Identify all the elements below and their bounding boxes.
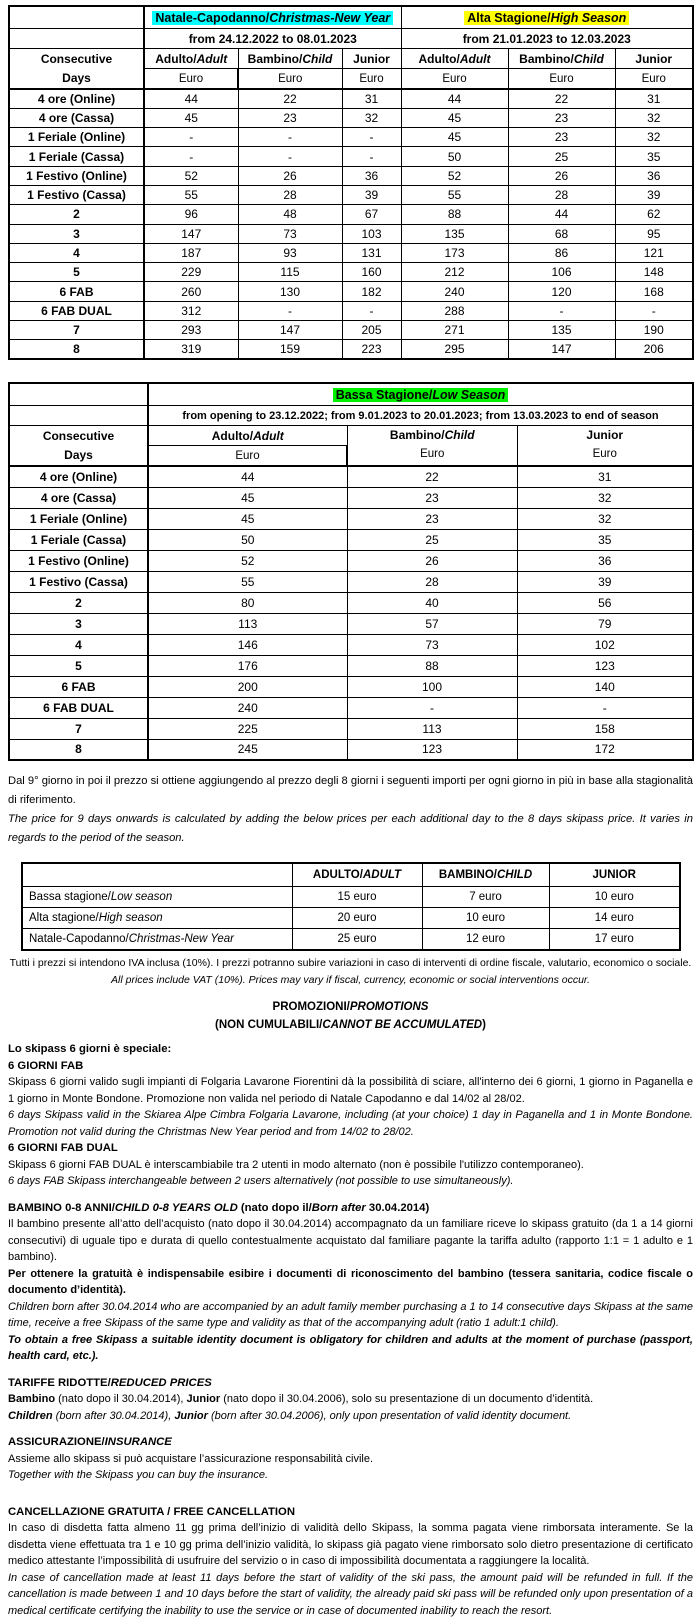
price-cell: 312 xyxy=(144,301,238,320)
price-cell: 28 xyxy=(508,185,615,204)
price-cell: - xyxy=(342,128,401,147)
price-cell: 28 xyxy=(347,571,517,592)
price-cell: 26 xyxy=(238,166,342,185)
currency-label: Euro xyxy=(342,69,401,90)
table-row xyxy=(9,263,693,282)
table-row xyxy=(9,128,693,147)
price-cell: 52 xyxy=(148,550,347,571)
price-cell: 159 xyxy=(238,340,342,359)
price-cell: 45 xyxy=(148,487,347,508)
date-range: from opening to 23.12.2022; from 9.01.2023 to 20.01.2023; from 13.03.2023 to end of season xyxy=(148,406,693,426)
highlighted-title: Alta Stagione/High Season xyxy=(464,11,629,25)
price-cell: 245 xyxy=(148,739,347,760)
column-header-row xyxy=(9,49,693,69)
extra-day-prices-table xyxy=(21,862,681,951)
price-cell: 146 xyxy=(148,634,347,655)
season-dates-row xyxy=(9,406,693,426)
price-cell: 100 xyxy=(347,676,517,697)
table-row xyxy=(9,676,693,697)
row-label: 4 xyxy=(9,634,148,655)
price-cell: 26 xyxy=(508,166,615,185)
price-cell: 293 xyxy=(144,321,238,340)
table-row xyxy=(9,466,693,487)
price-cell: 173 xyxy=(401,243,508,262)
vat-note-it: Tutti i prezzi si intendono IVA inclusa (10%). I prezzi potranno subire variazioni in caso di interventi di ordine fiscale, valutario, economico o sociale. xyxy=(9,957,692,970)
price-cell: - xyxy=(238,147,342,166)
price-cell: 55 xyxy=(401,185,508,204)
price-cell: 36 xyxy=(342,166,401,185)
col-header-junior xyxy=(517,426,693,467)
price-cell: 55 xyxy=(148,571,347,592)
price-cell: 44 xyxy=(508,205,615,224)
price-cell: - xyxy=(238,128,342,147)
table-row xyxy=(9,655,693,676)
paragraph: Il bambino presente all’atto dell’acquisto (nato dopo il 30.04.2014) accompagnato da un familiare riceve lo skipass gratuito (da 1 a 14 giorni consecutivi) di uguale tipo e durata di quello contestualmente acquistato dal familiare pagante la tariffa adulto (rapporto 1:1 = 1 adulto e 1 bambino). xyxy=(8,1218,693,1264)
header-line: Bambino/Child xyxy=(389,428,475,443)
table-row xyxy=(9,205,693,224)
price-cell: 206 xyxy=(615,340,693,359)
row-label: Natale-Capodanno/Christmas-New Year xyxy=(22,929,292,951)
price-cell: 52 xyxy=(144,166,238,185)
price-cell: 32 xyxy=(615,128,693,147)
row-label: 3 xyxy=(9,613,148,634)
price-cell: 102 xyxy=(517,634,693,655)
price-cell: 35 xyxy=(517,529,693,550)
col-header-junior: JUNIOR xyxy=(549,863,680,887)
price-cell: 260 xyxy=(144,282,238,301)
price-cell: 10 euro xyxy=(422,908,549,929)
price-cell: 12 euro xyxy=(422,929,549,951)
col-header-child: Bambino/Child xyxy=(238,49,342,69)
price-cell: 130 xyxy=(238,282,342,301)
price-cell: 20 euro xyxy=(292,908,422,929)
table-row xyxy=(9,89,693,108)
price-cell: 10 euro xyxy=(549,887,680,908)
paragraph: Children (born after 30.04.2014), Junior (born after 30.04.2006), only upon presentation of valid identity document. xyxy=(8,1409,572,1422)
table-row xyxy=(22,887,680,908)
price-cell: 80 xyxy=(148,592,347,613)
column-header-row xyxy=(22,863,680,887)
row-label: Bassa stagione/Low season xyxy=(22,887,292,908)
prices-table-low-season xyxy=(8,382,694,761)
price-cell: 93 xyxy=(238,243,342,262)
price-cell: 200 xyxy=(148,676,347,697)
table-row xyxy=(9,340,693,359)
table-row xyxy=(9,301,693,320)
empty-corner-cell xyxy=(9,406,148,426)
price-cell: 22 xyxy=(347,466,517,487)
price-cell: 55 xyxy=(144,185,238,204)
highlighted-title: Bassa Stagione/Low Season xyxy=(333,388,509,402)
paragraph: To obtain a free Skipass a suitable identity document is obligatory for children and adults at the moment of purchase (passport, health card, etc.). xyxy=(8,1333,693,1363)
consecutive-days-header xyxy=(9,426,148,467)
price-cell: - xyxy=(342,147,401,166)
price-cell: 190 xyxy=(615,321,693,340)
price-cell: 40 xyxy=(347,592,517,613)
price-cell: 31 xyxy=(342,89,401,108)
table-row xyxy=(22,908,680,929)
price-cell: 32 xyxy=(615,108,693,127)
price-cell: 73 xyxy=(347,634,517,655)
col-header-child xyxy=(347,426,517,467)
currency-label: Euro xyxy=(238,69,342,90)
price-cell: 148 xyxy=(615,263,693,282)
table-row xyxy=(9,550,693,571)
price-cell: 160 xyxy=(342,263,401,282)
date-range: from 21.01.2023 to 12.03.2023 xyxy=(401,29,693,49)
price-cell: 113 xyxy=(148,613,347,634)
col-header-child: BAMBINO/CHILD xyxy=(422,863,549,887)
table-row xyxy=(9,613,693,634)
row-label: 2 xyxy=(9,205,144,224)
table-row xyxy=(9,487,693,508)
section-heading: BAMBINO 0-8 ANNI/CHILD 0-8 YEARS OLD (nato dopo il/Born after 30.04.2014) xyxy=(8,1201,430,1214)
price-cell: 205 xyxy=(342,321,401,340)
price-cell: 32 xyxy=(517,508,693,529)
price-cell: 147 xyxy=(144,224,238,243)
price-cell: 115 xyxy=(238,263,342,282)
empty-corner-cell xyxy=(9,6,144,29)
row-label: 6 FAB xyxy=(9,676,148,697)
price-cell: - xyxy=(347,697,517,718)
spacer xyxy=(8,1424,693,1434)
season-dates-row xyxy=(9,29,693,49)
row-label: 2 xyxy=(9,592,148,613)
table-row xyxy=(9,571,693,592)
price-cell: - xyxy=(342,301,401,320)
table-row xyxy=(9,739,693,760)
spacer xyxy=(8,1190,693,1200)
price-cell: 271 xyxy=(401,321,508,340)
price-cell: 182 xyxy=(342,282,401,301)
col-header-junior: Junior xyxy=(342,49,401,69)
currency-label: Euro xyxy=(508,69,615,90)
table-row xyxy=(9,592,693,613)
price-cell: 240 xyxy=(401,282,508,301)
currency-label: Euro xyxy=(615,69,693,90)
table-row xyxy=(9,529,693,550)
price-cell: 103 xyxy=(342,224,401,243)
price-cell: 22 xyxy=(238,89,342,108)
price-cell: - xyxy=(508,301,615,320)
header-line: Consecutive xyxy=(42,428,115,443)
table-row xyxy=(9,166,693,185)
paragraph: Assieme allo skipass si può acquistare l’assicurazione responsabilità civile. xyxy=(8,1452,374,1465)
price-cell: 35 xyxy=(615,147,693,166)
season-title-high xyxy=(401,6,693,29)
table-row xyxy=(9,185,693,204)
price-cell: 135 xyxy=(508,321,615,340)
header-line: Junior xyxy=(586,428,624,443)
price-cell: 176 xyxy=(148,655,347,676)
row-label: 6 FAB xyxy=(9,282,144,301)
promotions-text xyxy=(8,1041,693,1619)
section-heading: 6 GIORNI FAB xyxy=(8,1059,84,1072)
price-cell: 45 xyxy=(401,108,508,127)
table-row xyxy=(9,321,693,340)
price-cell: - xyxy=(517,697,693,718)
season-title-row xyxy=(9,6,693,29)
price-cell: 73 xyxy=(238,224,342,243)
price-cell: 45 xyxy=(401,128,508,147)
consecutive-days-header xyxy=(9,49,144,90)
price-cell: 36 xyxy=(517,550,693,571)
spacer xyxy=(8,1484,693,1504)
price-cell: 28 xyxy=(238,185,342,204)
currency-label: Euro xyxy=(144,69,238,90)
price-cell: 123 xyxy=(347,739,517,760)
promotions-heading: PROMOZIONI/PROMOTIONS xyxy=(272,1001,429,1014)
row-label: 4 ore (Online) xyxy=(9,89,144,108)
price-cell: 39 xyxy=(615,185,693,204)
price-cell: 120 xyxy=(508,282,615,301)
price-cell: 240 xyxy=(148,697,347,718)
row-label: 3 xyxy=(9,224,144,243)
price-cell: 68 xyxy=(508,224,615,243)
price-cell: 187 xyxy=(144,243,238,262)
price-cell: 56 xyxy=(517,592,693,613)
row-label: 5 xyxy=(9,263,144,282)
price-cell: 95 xyxy=(615,224,693,243)
column-header-row xyxy=(9,426,693,446)
date-range: from 24.12.2022 to 08.01.2023 xyxy=(144,29,401,49)
empty-corner-cell xyxy=(9,383,148,406)
row-label: 8 xyxy=(9,739,148,760)
price-cell: 23 xyxy=(508,128,615,147)
table-row xyxy=(9,697,693,718)
price-cell: 25 xyxy=(508,147,615,166)
currency-label: Euro xyxy=(401,69,508,90)
paragraph: Children born after 30.04.2014 who are accompanied by an adult family member purchasing a 1 to 14 consecutive days Skipass at the same time, receive a free Skipass of the same type and validity as that of the accompanying adult (ratio 1 adult:1 child). xyxy=(8,1300,693,1330)
price-cell: 23 xyxy=(347,508,517,529)
paragraph: 6 days Skipass valid in the Skiarea Alpe Cimbra Folgaria Lavarone, including (at your choice) 1 day in Paganella and 1 in Monte Bondone. Promotion not valid during the Christmas New Year period and from 14/02 to 28/02. xyxy=(8,1109,693,1138)
paragraph: Bambino (nato dopo il 30.04.2014), Junior (nato dopo il 30.04.2006), solo su presentazione di un documento d’identità. xyxy=(8,1393,594,1406)
row-label: Alta stagione/High season xyxy=(22,908,292,929)
price-cell: 22 xyxy=(508,89,615,108)
price-cell: 14 euro xyxy=(549,908,680,929)
price-cell: 48 xyxy=(238,205,342,224)
price-cell: 172 xyxy=(517,739,693,760)
price-cell: 123 xyxy=(517,655,693,676)
price-cell: 212 xyxy=(401,263,508,282)
row-label: 1 Festivo (Online) xyxy=(9,166,144,185)
row-label: 7 xyxy=(9,718,148,739)
row-label: 8 xyxy=(9,340,144,359)
vat-note-en: All prices include VAT (10%). Prices may vary if fiscal, currency, economic or social interventions occur. xyxy=(111,974,590,987)
price-cell: 45 xyxy=(148,508,347,529)
price-cell: 44 xyxy=(148,466,347,487)
price-cell: 135 xyxy=(401,224,508,243)
empty-corner-cell xyxy=(9,29,144,49)
price-cell: - xyxy=(238,301,342,320)
price-cell: 79 xyxy=(517,613,693,634)
price-cell: 32 xyxy=(342,108,401,127)
price-cell: 86 xyxy=(508,243,615,262)
paragraph: In case of cancellation made at least 11 days before the start of validity of the ski pass, the amount paid will be refunded in full. If the cancellation is made between 1 and 10 days before the start of validity, the already paid ski pass will be refunded only upon presentation of a medical certificate certifying the inability to use the service or in case of documented inability to reach the resort. xyxy=(8,1571,693,1617)
price-cell: 39 xyxy=(342,185,401,204)
price-cell: 288 xyxy=(401,301,508,320)
price-cell: - xyxy=(144,147,238,166)
season-title-row xyxy=(9,383,693,406)
price-cell: 44 xyxy=(401,89,508,108)
price-cell: 32 xyxy=(517,487,693,508)
header-line: Days xyxy=(62,70,91,85)
spacer xyxy=(8,1365,693,1375)
row-label: 4 ore (Online) xyxy=(9,466,148,487)
price-cell: 17 euro xyxy=(549,929,680,951)
season-title-christmas xyxy=(144,6,401,29)
table-row xyxy=(9,147,693,166)
price-cell: 50 xyxy=(401,147,508,166)
row-label: 5 xyxy=(9,655,148,676)
price-cell: 319 xyxy=(144,340,238,359)
row-label: 1 Festivo (Online) xyxy=(9,550,148,571)
col-header-child: Bambino/Child xyxy=(508,49,615,69)
ninth-day-note-en: The price for 9 days onwards is calculated by adding the below prices per each additional day to the 8 days skipass price. It varies in regards to the period of the season. xyxy=(8,813,693,845)
table-row xyxy=(9,718,693,739)
section-heading: CANCELLAZIONE GRATUITA / FREE CANCELLATION xyxy=(8,1505,296,1518)
section-heading: ASSICURAZIONE/INSURANCE xyxy=(8,1436,172,1449)
price-cell: 31 xyxy=(517,466,693,487)
price-cell: 57 xyxy=(347,613,517,634)
price-cell: 223 xyxy=(342,340,401,359)
currency-label: Euro xyxy=(420,448,445,461)
col-header-adult: Adulto/Adult xyxy=(144,49,238,69)
promotions-subheading: (NON CUMULABILI/CANNOT BE ACCUMULATED) xyxy=(215,1019,486,1032)
ninth-day-note-it: Dal 9° giorno in poi il prezzo si ottiene aggiungendo al prezzo degli 8 giorni i seguenti importi per ogni giorno in più in base alla stagionalità di riferimento. xyxy=(8,775,693,807)
price-cell: - xyxy=(144,128,238,147)
table-row xyxy=(9,108,693,127)
price-cell: 23 xyxy=(508,108,615,127)
price-cell: 113 xyxy=(347,718,517,739)
table-row xyxy=(9,634,693,655)
row-label: 1 Festivo (Cassa) xyxy=(9,571,148,592)
price-cell: 26 xyxy=(347,550,517,571)
price-cell: 44 xyxy=(144,89,238,108)
row-label: 4 ore (Cassa) xyxy=(9,108,144,127)
row-label: 7 xyxy=(9,321,144,340)
price-cell: 50 xyxy=(148,529,347,550)
price-cell: 23 xyxy=(238,108,342,127)
row-label: 1 Feriale (Online) xyxy=(9,128,144,147)
price-cell: 88 xyxy=(401,205,508,224)
col-header-junior: Junior xyxy=(615,49,693,69)
table-row xyxy=(9,224,693,243)
price-cell: 131 xyxy=(342,243,401,262)
price-cell: 229 xyxy=(144,263,238,282)
price-cell: 25 euro xyxy=(292,929,422,951)
row-label: 1 Feriale (Cassa) xyxy=(9,147,144,166)
price-cell: 36 xyxy=(615,166,693,185)
row-label: 4 xyxy=(9,243,144,262)
row-label: 1 Festivo (Cassa) xyxy=(9,185,144,204)
price-cell: 158 xyxy=(517,718,693,739)
paragraph: In caso di disdetta fatta almeno 11 gg prima dell’inizio di validità dello Skipass, la somma pagata viene rimborsata interamente. Se la disdetta viene effettuata tra 1 e 10 gg prima dell’inizio validità, lo skipass già pagato viene rimborsato solo dietro presentazione di certificato medico attestante l’impossibilità di usufruire del servizio o in caso di impossibilità documentata a raggiungere la località. xyxy=(8,1522,693,1568)
table-row xyxy=(9,508,693,529)
prices-table-high-season xyxy=(8,5,694,360)
price-cell: 67 xyxy=(342,205,401,224)
col-header-adult: Adulto/Adult xyxy=(148,426,347,446)
row-label: 6 FAB DUAL xyxy=(9,301,144,320)
price-cell: 52 xyxy=(401,166,508,185)
price-cell: 45 xyxy=(144,108,238,127)
price-cell: 140 xyxy=(517,676,693,697)
price-cell: 7 euro xyxy=(422,887,549,908)
price-cell: 25 xyxy=(347,529,517,550)
row-label: 4 ore (Cassa) xyxy=(9,487,148,508)
price-cell: 106 xyxy=(508,263,615,282)
table-row xyxy=(9,243,693,262)
header-line: Days xyxy=(64,447,93,462)
price-cell: 168 xyxy=(615,282,693,301)
price-cell: 295 xyxy=(401,340,508,359)
price-cell: 88 xyxy=(347,655,517,676)
section-heading: Lo skipass 6 giorni è speciale: xyxy=(8,1043,172,1056)
col-header-adult: Adulto/Adult xyxy=(401,49,508,69)
paragraph: 6 days FAB Skipass interchangeable between 2 users alternatively (not possible to use simultaneously). xyxy=(8,1175,514,1188)
price-cell: 225 xyxy=(148,718,347,739)
price-cell: 23 xyxy=(347,487,517,508)
table-row xyxy=(22,929,680,951)
paragraph: Skipass 6 giorni FAB DUAL è interscambiabile tra 2 utenti in modo alternato (non è possibile l'utilizzo contemporaneo). xyxy=(8,1158,584,1171)
row-label: 1 Feriale (Online) xyxy=(9,508,148,529)
empty-corner-cell xyxy=(22,863,292,887)
currency-label: Euro xyxy=(148,446,347,467)
price-cell: - xyxy=(615,301,693,320)
table-row xyxy=(9,282,693,301)
section-heading: TARIFFE RIDOTTE/REDUCED PRICES xyxy=(8,1376,212,1389)
section-heading: 6 GIORNI FAB DUAL xyxy=(8,1142,118,1155)
price-cell: 121 xyxy=(615,243,693,262)
paragraph: Together with the Skipass you can buy the insurance. xyxy=(8,1469,269,1482)
price-cell: 147 xyxy=(508,340,615,359)
price-cell: 39 xyxy=(517,571,693,592)
row-label: 6 FAB DUAL xyxy=(9,697,148,718)
header-line: Consecutive xyxy=(40,51,113,66)
price-cell: 147 xyxy=(238,321,342,340)
paragraph: Skipass 6 giorni valido sugli impianti di Folgaria Lavarone Fiorentini dà la possibilità di sciare, all'interno dei 6 giorni, 1 giorno in Paganella e 1 giorno in Monte Bondone. Promozione non valida nel periodo di Natale Capodanno e dal 14/02 al 28/02. xyxy=(8,1076,693,1105)
highlighted-title: Natale-Capodanno/Christmas-New Year xyxy=(152,11,393,25)
price-cell: 96 xyxy=(144,205,238,224)
price-cell: 62 xyxy=(615,205,693,224)
price-cell: 31 xyxy=(615,89,693,108)
col-header-adult: ADULTO/ADULT xyxy=(292,863,422,887)
currency-label: Euro xyxy=(592,448,617,461)
season-title-low xyxy=(148,383,693,406)
price-cell: 15 euro xyxy=(292,887,422,908)
paragraph: Per ottenere la gratuità è indispensabile esibire i documenti di riconoscimento del bambino (tessera sanitaria, codice fiscale o documento d’identità). xyxy=(8,1267,693,1297)
row-label: 1 Feriale (Cassa) xyxy=(9,529,148,550)
